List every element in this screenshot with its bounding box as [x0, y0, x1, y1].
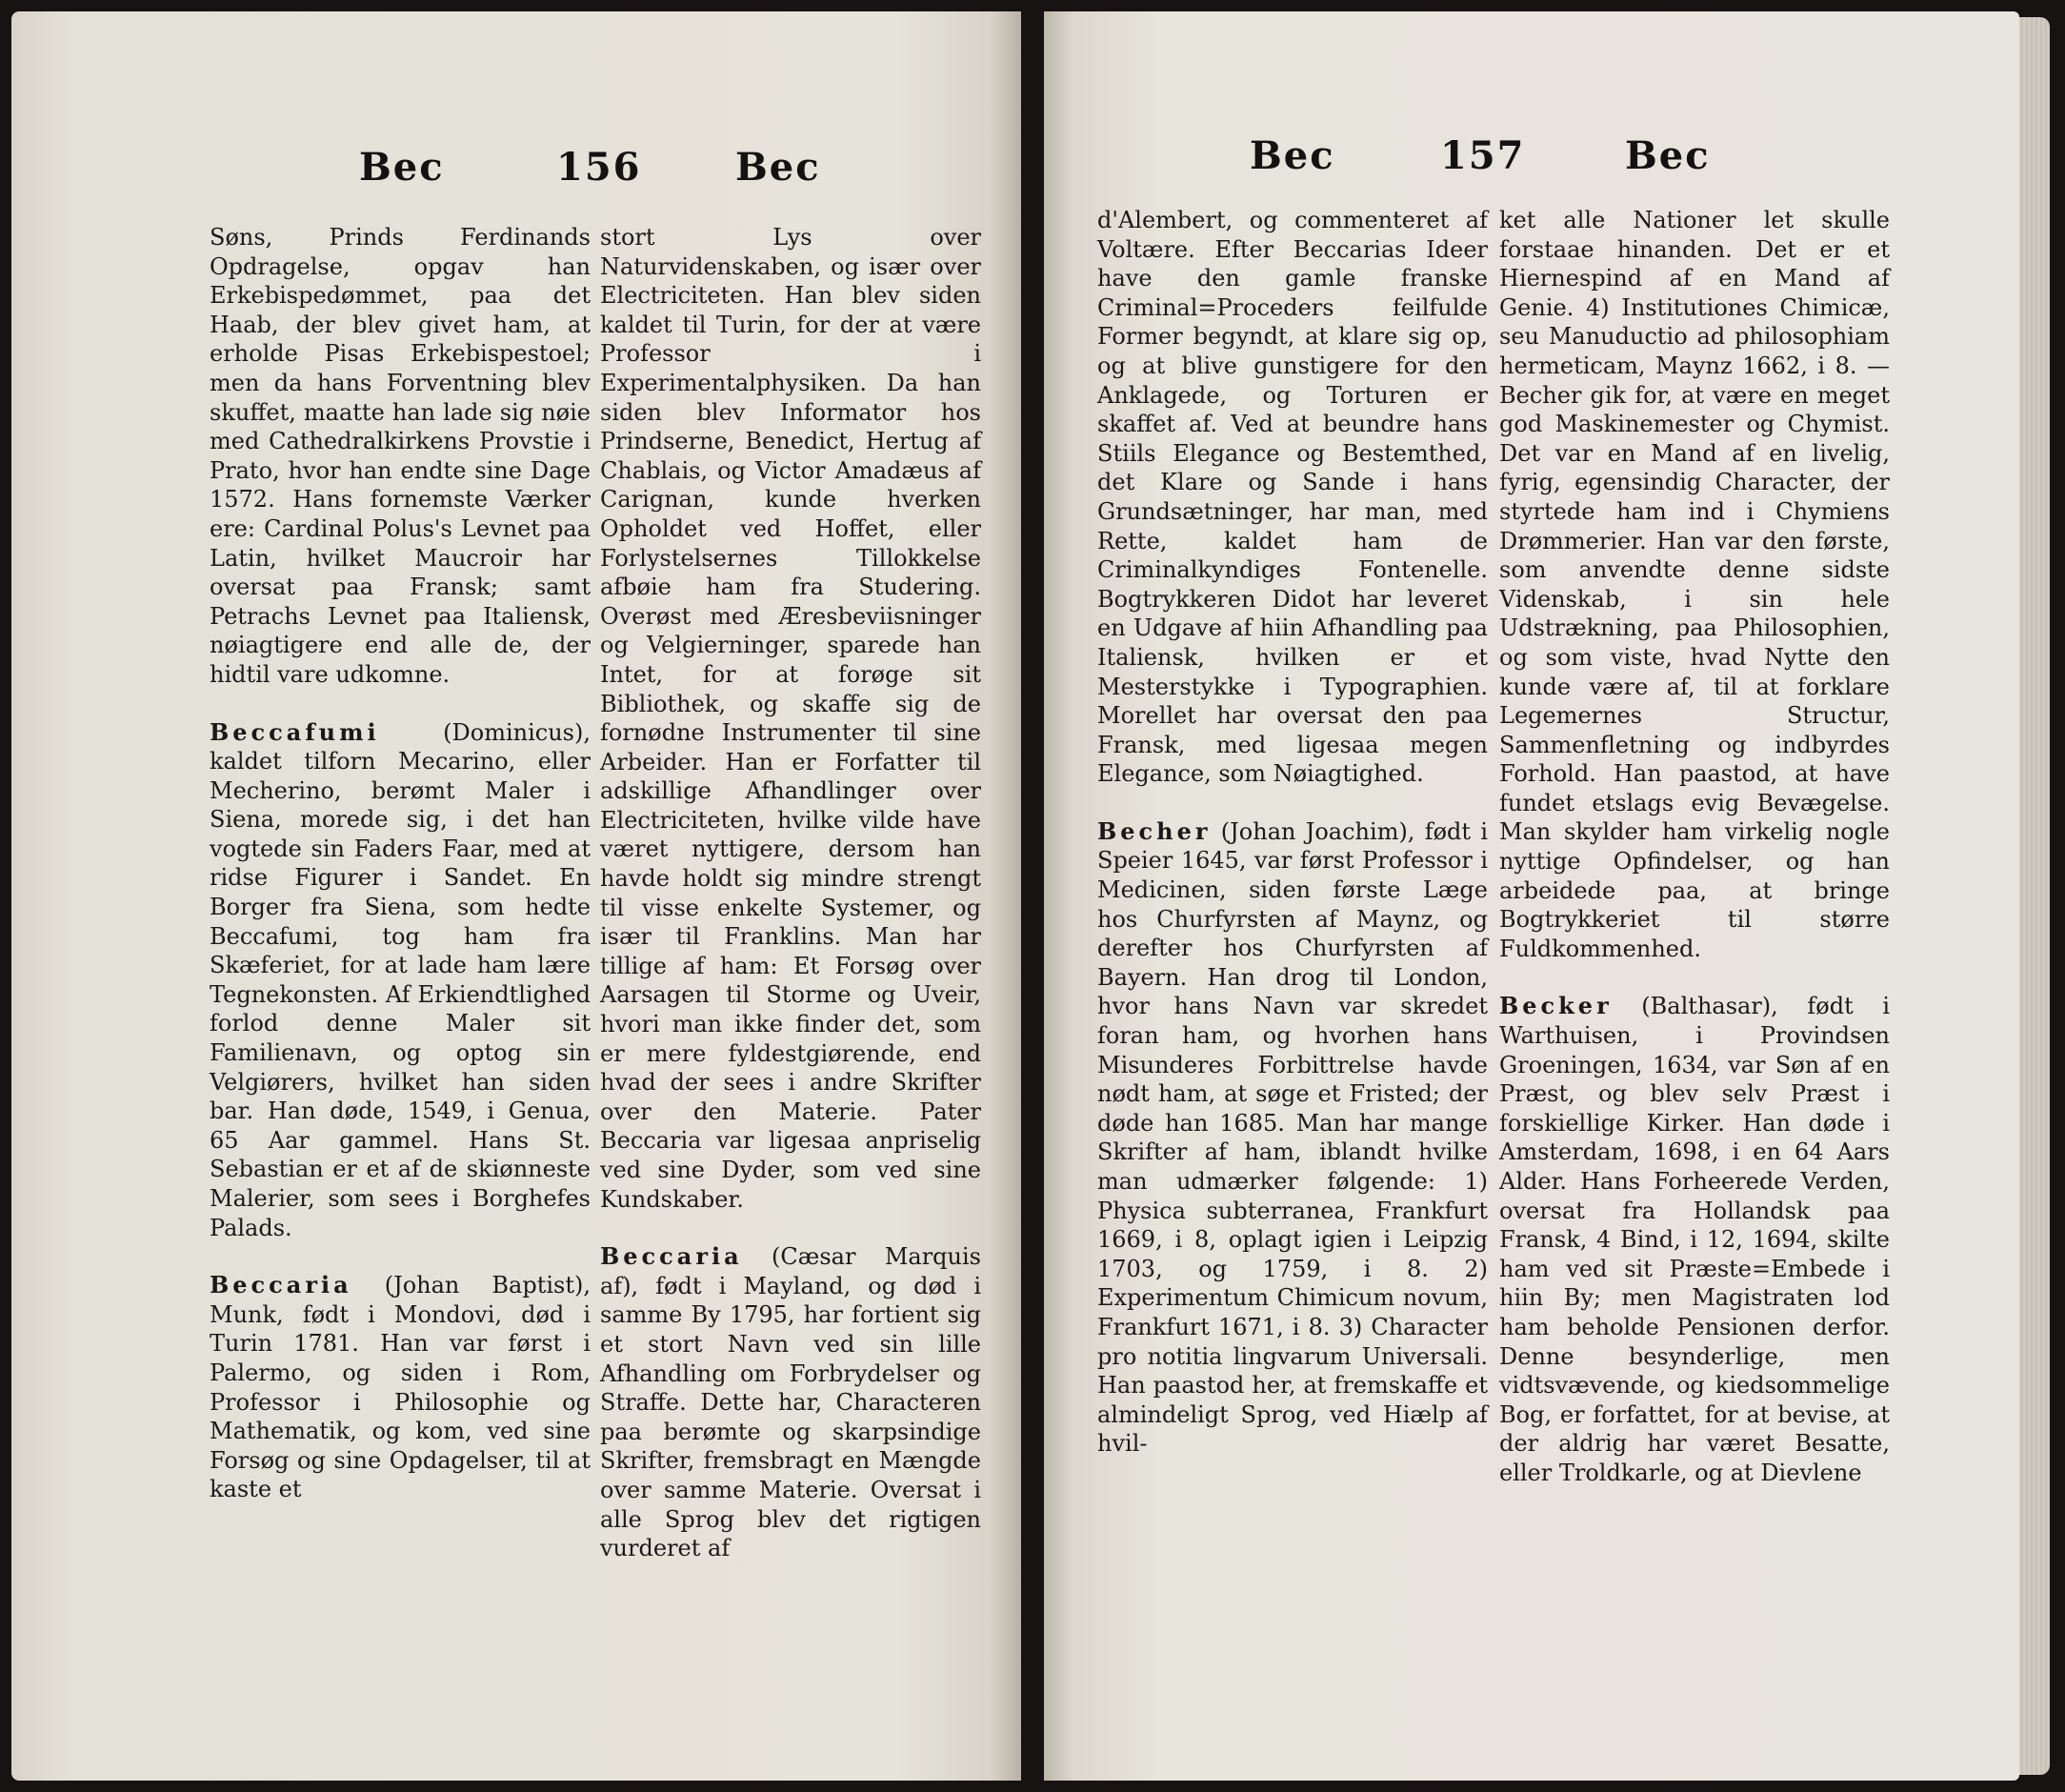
- entry-beccaria-caesar: Beccaria (Cæsar Marquis af), født i Mayland, og død i samme By 1795, har fortient sig et stort Navn ved sin lille Afhandling om Forbrydelser og Straffe. Dette har, Characteren paa berømte og skarpsindige Skrifter, fremsbragt en Mængde over samme Materie. Oversat i alle Sprog blev det rigtigen vurderet af: [600, 1242, 989, 1562]
- entry-becher: Becher (Johan Joachim), født i Speier 1645, var først Professor i Medicinen, siden første Læge hos Churfyrsten af Maynz, og derefter hos Churfyrsten af Bayern. Han drog til London, hvor hans Navn var skredet foran ham, og hvorhen hans Misunderes Forbittrelse havde nødt ham, at søge et Fristed; der døde han 1685. Man har mange Skrifter af ham, iblandt hvilke man udmærker følgende: 1) Physica subterranea, Frankfurt 1669, i 8, oplagt igien i Leipzig 1703, og 1759, i 8. 2) Experimentum Chimicum novum, Frankfurt 1671, i 8. 3) Character pro notitia lingvarum Universali. Han paastod her, at fremskaffe et almindeligt Sprog, ved Hiælp af hvil-: [1097, 816, 1495, 1458]
- right-page-header: [1044, 133, 2019, 191]
- left-column-2: [600, 223, 989, 1592]
- headword: Becher: [1097, 816, 1212, 845]
- left-page-header: [11, 145, 1021, 202]
- page-edges: [2019, 17, 2050, 1775]
- entry-beccaria-johan: Beccaria (Johan Baptist), Munk, født i Mondovi, død i Turin 1781. Han var først i Palermo, og siden i Rom, Professor i Philosophie og Mathematik, og kom, ved sine Forsøg og sine Opdagelser, til at kaste et: [210, 1271, 598, 1503]
- right-header-word-right: Bec: [1625, 133, 1711, 178]
- paragraph: d'Alembert, og commenteret af Voltære. Efter Beccarias Ideer have den gamle franske Criminal=Proceders feilfulde Former begyndt, at klare sig op, og at blive gunstigere for den Anklagede, og Torturen er skaffet af. Ved at beundre hans Stiils Elegance og Bestemthed, det Klare og Sande i hans Grundsætninger, har man, med Rette, kaldet ham de Criminalkyndiges Fontenelle. Bogtrykkeren Didot har leveret en Udgave af hiin Afhandling paa Italiensk, hvilken er et Mesterstykke i Typographien. Morellet har oversat den paa Fransk, med ligesaa megen Elegance, som Nøiagtighed.: [1097, 207, 1495, 788]
- left-header-word-left: Bec: [359, 145, 445, 190]
- right-column-2: [1499, 206, 1897, 1517]
- left-page-number: 156: [556, 145, 642, 190]
- right-header-word-left: Bec: [1250, 133, 1335, 178]
- paragraph: Søns, Prinds Ferdinands Opdragelse, opgav han Erkebispedømmet, paa det Haab, der blev givet ham, at erholde Pisas Erkebispestoel; men da hans Forventning blev skuffet, maatte han lade sig nøie med Cathedralkirkens Provstie i Prato, hvor han endte sine Dage 1572. Hans fornemste Værker ere: Cardinal Polus's Levnet paa Latin, hvilket Maucroir har oversat paa Fransk; samt Petrachs Levnet paa Italiensk, nøiagtigere end alle de, der hidtil vare udkomne.: [210, 224, 598, 688]
- left-header-word-right: Bec: [735, 145, 821, 190]
- headword: Beccaria: [210, 1271, 352, 1299]
- left-column-1: [210, 223, 598, 1533]
- paragraph: ket alle Nationer let skulle forstaae hinanden. Det er et Hiernespind af en Mand af Genie. 4) Institutiones Chimicæ, seu Manuductio ad philosophiam hermeticam, Maynz 1662, i 8. — Becher gik for, at være en meget god Maskinemester og Chymist. Det var en Mand af en livelig, fyrig, egensindig Character, der styrtede ham ind i Chymiens Drømmerier. Han var den første, som anvendte denne sidste Videnskab, i sin hele Udstrækning, paa Philosophien, og som viste, hvad Nytte den kunde være af, til at forklare Legemernes Structur, Sammenfletning og indbyrdes Forhold. Han paastod, at have fundet etslags evig Bevægelse. Man skylder ham virkelig nogle nyttige Opfindelser, og han arbeidede paa, at bringe Bogtrykkeriet til større Fuldkommenhed.: [1499, 207, 1897, 962]
- entry-beccafumi: Beccafumi (Dominicus), kaldet tilforn Mecarino, eller Mecherino, berømt Maler i Siena, morede sig, i det han vogtede sin Faders Faar, med at ridse Figurer i Sandet. En Borger fra Siena, som hedte Beccafumi, tog ham fra Skæferiet, for at lade ham lære Tegnekonsten. Af Erkiendtlighed forlod denne Maler sit Familienavn, og optog sin Velgiørers, hvilket han siden bar. Han døde, 1549, i Genua, 65 Aar gammel. Hans St. Sebastian er et af de skiønneste Malerier, som sees i Borghefes Palads.: [210, 717, 598, 1241]
- right-page: [1044, 11, 2019, 1781]
- right-page-number: 157: [1440, 133, 1526, 178]
- headword: Becker: [1499, 992, 1613, 1020]
- paragraph: stort Lys over Naturvidenskaben, og især over Electriciteten. Han blev siden kaldet til Turin, for der at være Professor i Experimentalphysiken. Da han siden blev Informator hos Prindserne, Benedict, Hertug af Chablais, og Victor Amadæus af Carignan, kunde hverken Opholdet ved Hoffet, eller Forlystelsernes Tillokkelse afbøie ham fra Studering. Overøst med Æresbeviisninger og Velgierninger, sparede han Intet, for at forøge sit Bibliothek, og skaffe sig de fornødne Instrumenter til sine Arbeider. Han er Forfatter til adskillige Afhandlinger over Electriciteten, hvilke vilde have været nyttigere, dersom han havde holdt sig mindre strengt til visse enkelte Systemer, og især til Franklins. Man har tillige af ham: Et Forsøg over Aarsagen til Storme og Uveir, hvori man ikke finder det, som er mere fyldestgiørende, end hvad der sees i andre Skrifter over den Materie. Pater Beccaria var ligesaa anpriselig ved sine Dyder, som ved sine Kundskaber.: [600, 224, 989, 1213]
- headword: Beccafumi: [210, 717, 380, 746]
- left-page: [11, 11, 1021, 1781]
- right-column-1: [1097, 206, 1495, 1487]
- entry-becker: Becker (Balthasar), født i Warthuisen, i Provindsen Groeningen, 1634, var Søn af en Præst, og blev selv Præst i forskiellige Kirker. Han døde i Amsterdam, 1698, i en 64 Aars Alder. Hans Forheerede Verden, oversat fra Hollandsk paa Fransk, 4 Bind, i 12, 1694, skilte ham ved sit Præste=Embede i hiin By; men Magistraten lod ham beholde Pensionen derfor. Denne besynderlige, men vidtsvævende, og kiedsommelige Bog, er forfattet, for at bevise, at der aldrig har været Besatte, eller Troldkarle, og at Dievlene: [1499, 992, 1897, 1486]
- headword: Beccaria: [600, 1242, 743, 1271]
